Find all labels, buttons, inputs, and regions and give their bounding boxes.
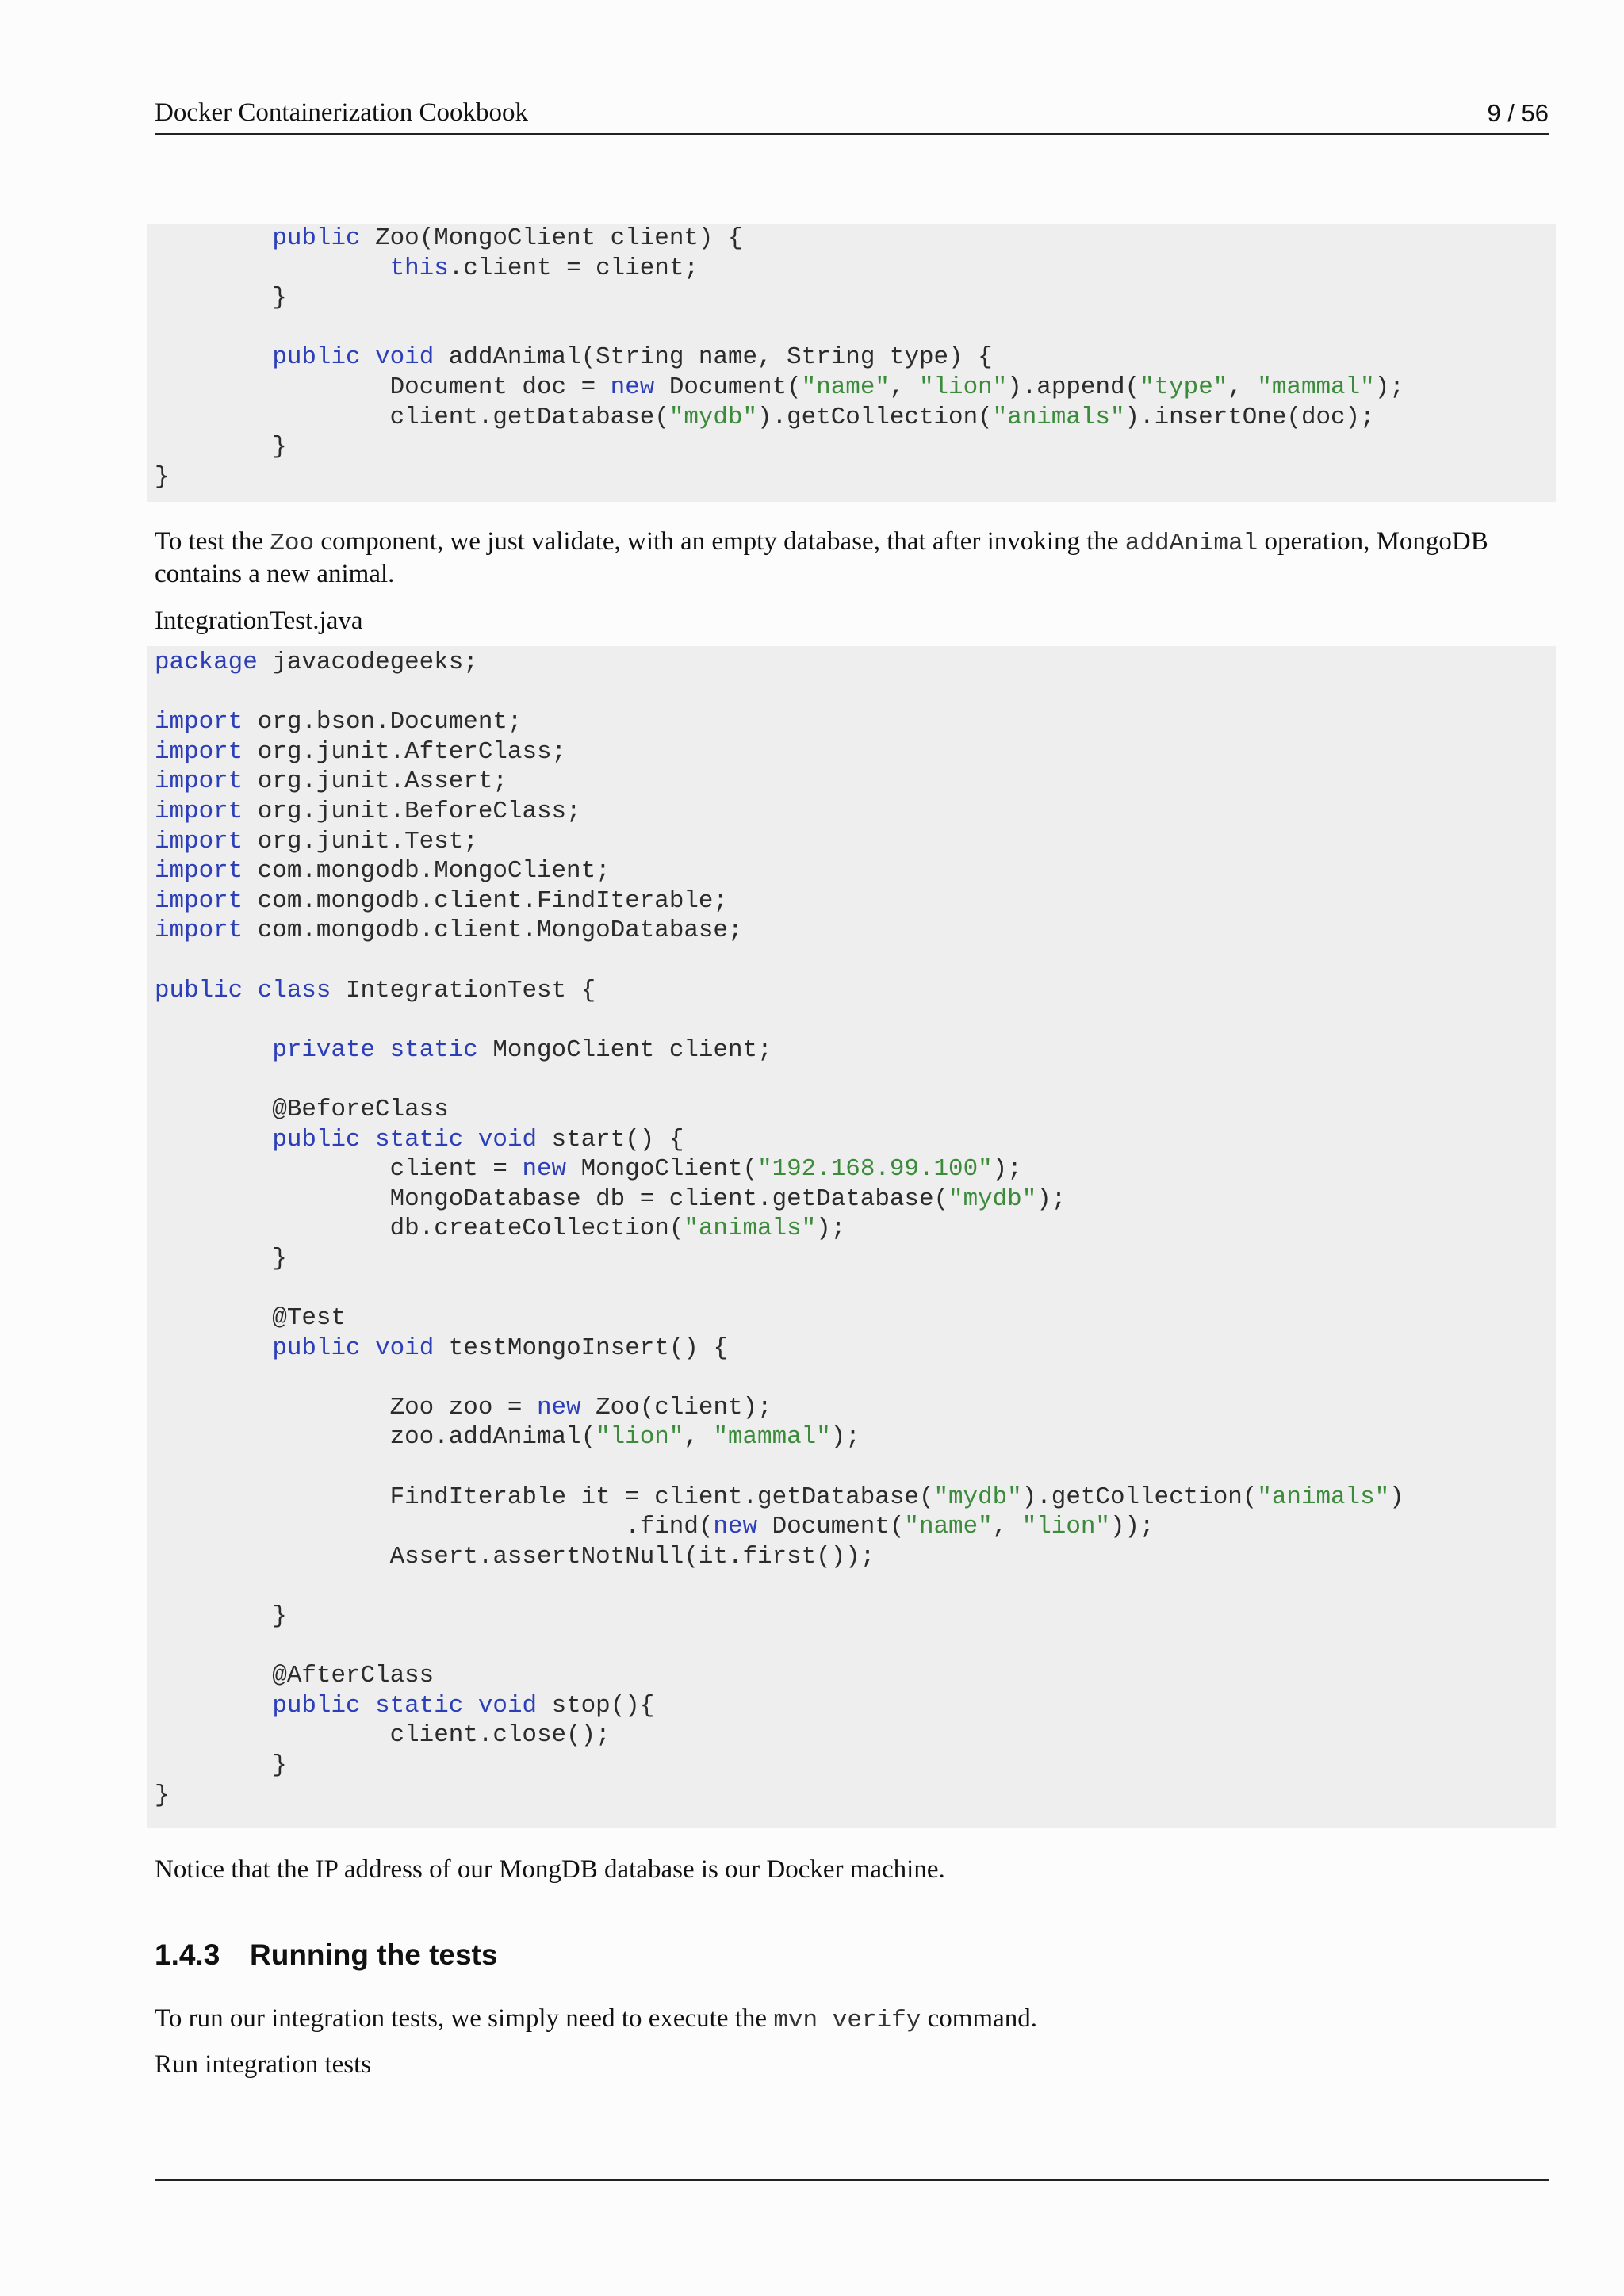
code-text: org.junit.AfterClass; [243, 737, 567, 766]
code-line [155, 886, 1556, 916]
code-text: } [155, 1602, 287, 1630]
code-string: "mammal" [1257, 373, 1375, 401]
code-text: , [1228, 373, 1258, 401]
code-text: com.mongodb.client.MongoDatabase; [243, 916, 743, 945]
code-line [155, 1095, 1556, 1125]
code-keyword: new [522, 1155, 567, 1184]
code-line [155, 1781, 1556, 1811]
code-text: MongoClient client; [477, 1035, 772, 1064]
code-text [361, 1692, 376, 1720]
code-text: ).insertOne(doc); [1124, 403, 1375, 431]
code-text: start() { [537, 1125, 684, 1154]
code-line [155, 462, 1556, 492]
paragraph-text: To test the [155, 527, 270, 556]
code-keyword: this [389, 254, 449, 282]
inline-code-mvn-verify: mvn verify [773, 2007, 921, 2034]
code-string: "animals" [684, 1215, 817, 1243]
code-keyword: public [272, 1125, 361, 1154]
code-block-integration-test [147, 646, 1556, 1828]
code-line [155, 254, 1556, 284]
code-line [155, 1303, 1556, 1334]
code-keyword: import [155, 708, 243, 737]
section-heading [155, 1938, 497, 1972]
code-text: com.mongodb.client.FindIterable; [243, 886, 728, 915]
code-keyword: private [272, 1035, 376, 1064]
code-line [155, 1393, 1556, 1423]
code-text: javacodegeeks; [257, 649, 478, 676]
code-text: db.createCollection( [155, 1215, 684, 1243]
code-keyword: public [272, 1334, 361, 1362]
code-text [361, 1334, 376, 1362]
code-text: , [889, 373, 919, 401]
code-keyword: new [610, 373, 655, 401]
code-line [155, 224, 1556, 254]
code-text: MongoClient( [566, 1155, 758, 1184]
footer-rule [155, 2179, 1549, 2181]
code-line [155, 1691, 1556, 1721]
code-keyword: import [155, 767, 243, 796]
code-line [155, 707, 1556, 737]
book-title: Docker Containerization Cookbook [155, 98, 529, 127]
code-keyword: void [477, 1125, 538, 1154]
code-keyword: public [155, 976, 243, 1004]
code-text: @Test [155, 1304, 346, 1333]
code-line [155, 1273, 1556, 1303]
code-text: @BeforeClass [155, 1095, 449, 1123]
code-keyword: public [272, 224, 361, 252]
code-text [463, 1126, 478, 1154]
code-keyword: static [375, 1125, 464, 1154]
code-text: , [684, 1423, 714, 1452]
page-header [155, 94, 1549, 135]
code-string: "192.168.99.100" [757, 1155, 993, 1184]
code-line [155, 916, 1556, 946]
code-line [155, 373, 1556, 403]
page-number: 9 / 56 [1487, 99, 1549, 127]
code-keyword: public [272, 1691, 361, 1720]
code-string: "mydb" [668, 403, 758, 431]
paragraph-text: command. [921, 2004, 1037, 2033]
code-line [155, 1422, 1556, 1452]
code-text: .find( [155, 1513, 714, 1541]
code-line [155, 856, 1556, 886]
code-keyword: void [375, 1334, 435, 1362]
code-string: "name" [801, 373, 890, 401]
code-text [155, 1036, 272, 1064]
inline-code-zoo: Zoo [270, 530, 315, 557]
code-line [155, 1661, 1556, 1691]
code-text: client.getDatabase( [155, 403, 669, 431]
code-text [155, 343, 272, 371]
code-text: MongoDatabase db = client.getDatabase( [155, 1184, 949, 1213]
code-keyword: package [155, 649, 258, 676]
code-string: "name" [904, 1513, 993, 1541]
code-text: ); [816, 1215, 846, 1243]
code-text: ); [1036, 1184, 1067, 1213]
section-title: Running the tests [250, 1938, 498, 1971]
code-line [155, 797, 1556, 827]
code-line [155, 1632, 1556, 1662]
code-keyword: static [389, 1035, 478, 1064]
paragraph-text: operation, MongoDB contains a new animal. [155, 527, 1488, 588]
paragraph-text: component, we just validate, with an empty database, that after invoking the [314, 527, 1125, 556]
code-line [155, 678, 1556, 708]
code-text: testMongoInsert() { [434, 1334, 728, 1362]
code-line [155, 403, 1556, 433]
paragraph-text: To run our integration tests, we simply need to execute the [155, 2004, 774, 2033]
code-line [155, 1184, 1556, 1215]
code-text: com.mongodb.MongoClient; [243, 857, 611, 886]
code-line [155, 827, 1556, 857]
code-string: "animals" [992, 403, 1125, 431]
code-text: Document( [654, 373, 802, 401]
code-line [155, 1065, 1556, 1095]
code-text: Document( [757, 1513, 905, 1541]
code-line [155, 1483, 1556, 1513]
code-line [155, 737, 1556, 767]
code-text: ); [1374, 373, 1404, 401]
code-text: @AfterClass [155, 1662, 435, 1690]
code-text: } [155, 1781, 170, 1809]
code-string: "mydb" [933, 1483, 1022, 1511]
code-text: Zoo(MongoClient client) { [360, 224, 743, 252]
code-line [155, 1334, 1556, 1364]
code-text: ).getCollection( [757, 403, 993, 431]
code-text [361, 343, 376, 371]
code-keyword: import [155, 916, 243, 945]
code-line [155, 1214, 1556, 1244]
code-string: "mydb" [948, 1184, 1037, 1213]
code-line [155, 1154, 1556, 1184]
code-keyword: import [155, 797, 243, 825]
code-keyword: void [375, 343, 435, 372]
code-text: client = [155, 1155, 523, 1184]
code-text: } [155, 1751, 287, 1779]
code-string: "type" [1139, 373, 1228, 401]
code-line [155, 283, 1556, 313]
code-text [155, 1334, 272, 1362]
code-keyword: class [257, 976, 331, 1004]
code-line [155, 946, 1556, 976]
code-line [155, 1751, 1556, 1781]
code-text: org.junit.Test; [243, 827, 478, 855]
code-text: Zoo(client); [580, 1393, 772, 1422]
code-text: ).getCollection( [1021, 1483, 1258, 1511]
code-text [155, 1126, 272, 1154]
code-text: , [992, 1513, 1022, 1541]
paragraph-run-tests [155, 2003, 1552, 2036]
code-text: ) [1389, 1483, 1404, 1511]
code-line [155, 1125, 1556, 1155]
code-text [155, 224, 272, 252]
code-keyword: import [155, 886, 243, 915]
code-text: } [155, 462, 170, 491]
code-line [155, 1244, 1556, 1274]
code-line [155, 342, 1556, 373]
code-block-zoo [147, 224, 1556, 502]
code-line [155, 1542, 1556, 1572]
code-text: client.close(); [155, 1721, 611, 1750]
paragraph-test-description [155, 526, 1552, 590]
code-line [155, 1363, 1556, 1393]
code-text [155, 1692, 272, 1720]
code-text: IntegrationTest { [331, 976, 596, 1004]
code-text [243, 977, 258, 1004]
code-text [375, 1036, 390, 1064]
listing-title-run: Run integration tests [155, 2050, 372, 2079]
code-text: ).append( [1007, 373, 1140, 401]
code-text: org.bson.Document; [243, 708, 523, 737]
code-text [155, 254, 390, 282]
code-line [155, 1720, 1556, 1751]
code-line [155, 1512, 1556, 1542]
code-line [155, 1005, 1556, 1035]
code-text: ); [992, 1155, 1022, 1184]
code-string: "lion" [1021, 1513, 1110, 1541]
code-line [155, 1035, 1556, 1066]
code-text [361, 1126, 376, 1154]
code-keyword: void [477, 1691, 538, 1720]
code-line [155, 976, 1556, 1006]
code-string: "lion" [596, 1423, 684, 1452]
code-keyword: public [272, 343, 361, 372]
paragraph-ip-note: Notice that the IP address of our MongDB database is our Docker machine. [155, 1855, 945, 1884]
code-text: FindIterable it = client.getDatabase( [155, 1483, 934, 1511]
code-text: Zoo zoo = [155, 1393, 537, 1422]
inline-code-addanimal: addAnimal [1124, 530, 1258, 557]
code-keyword: static [375, 1691, 464, 1720]
section-number: 1.4.3 [155, 1938, 220, 1971]
code-keyword: new [536, 1393, 581, 1422]
code-line [155, 648, 1556, 678]
code-text: } [155, 284, 287, 312]
code-text: org.junit.Assert; [243, 767, 508, 796]
code-string: "lion" [918, 373, 1008, 401]
code-text: stop(){ [537, 1691, 655, 1720]
code-text: addAnimal(String name, String type) { [434, 343, 993, 372]
code-line [155, 767, 1556, 797]
code-line [155, 313, 1556, 343]
code-text: } [155, 1244, 287, 1272]
code-line [155, 1571, 1556, 1601]
code-text: Assert.assertNotNull(it.first()); [155, 1542, 875, 1571]
code-line [155, 432, 1556, 462]
code-string: "animals" [1257, 1483, 1390, 1511]
code-string: "mammal" [713, 1423, 831, 1452]
code-keyword: new [713, 1513, 758, 1541]
code-text: Document doc = [155, 373, 611, 401]
code-text: } [155, 433, 287, 461]
code-keyword: import [155, 827, 243, 855]
code-line [155, 1601, 1556, 1632]
code-text: )); [1109, 1513, 1155, 1541]
code-keyword: import [155, 857, 243, 886]
code-text: zoo.addAnimal( [155, 1423, 596, 1452]
code-text: ); [830, 1423, 860, 1452]
code-line [155, 1452, 1556, 1483]
listing-title: IntegrationTest.java [155, 607, 363, 635]
code-text: org.junit.BeforeClass; [243, 797, 581, 825]
code-keyword: import [155, 737, 243, 766]
code-text [463, 1692, 478, 1720]
code-text: .client = client; [448, 254, 699, 282]
